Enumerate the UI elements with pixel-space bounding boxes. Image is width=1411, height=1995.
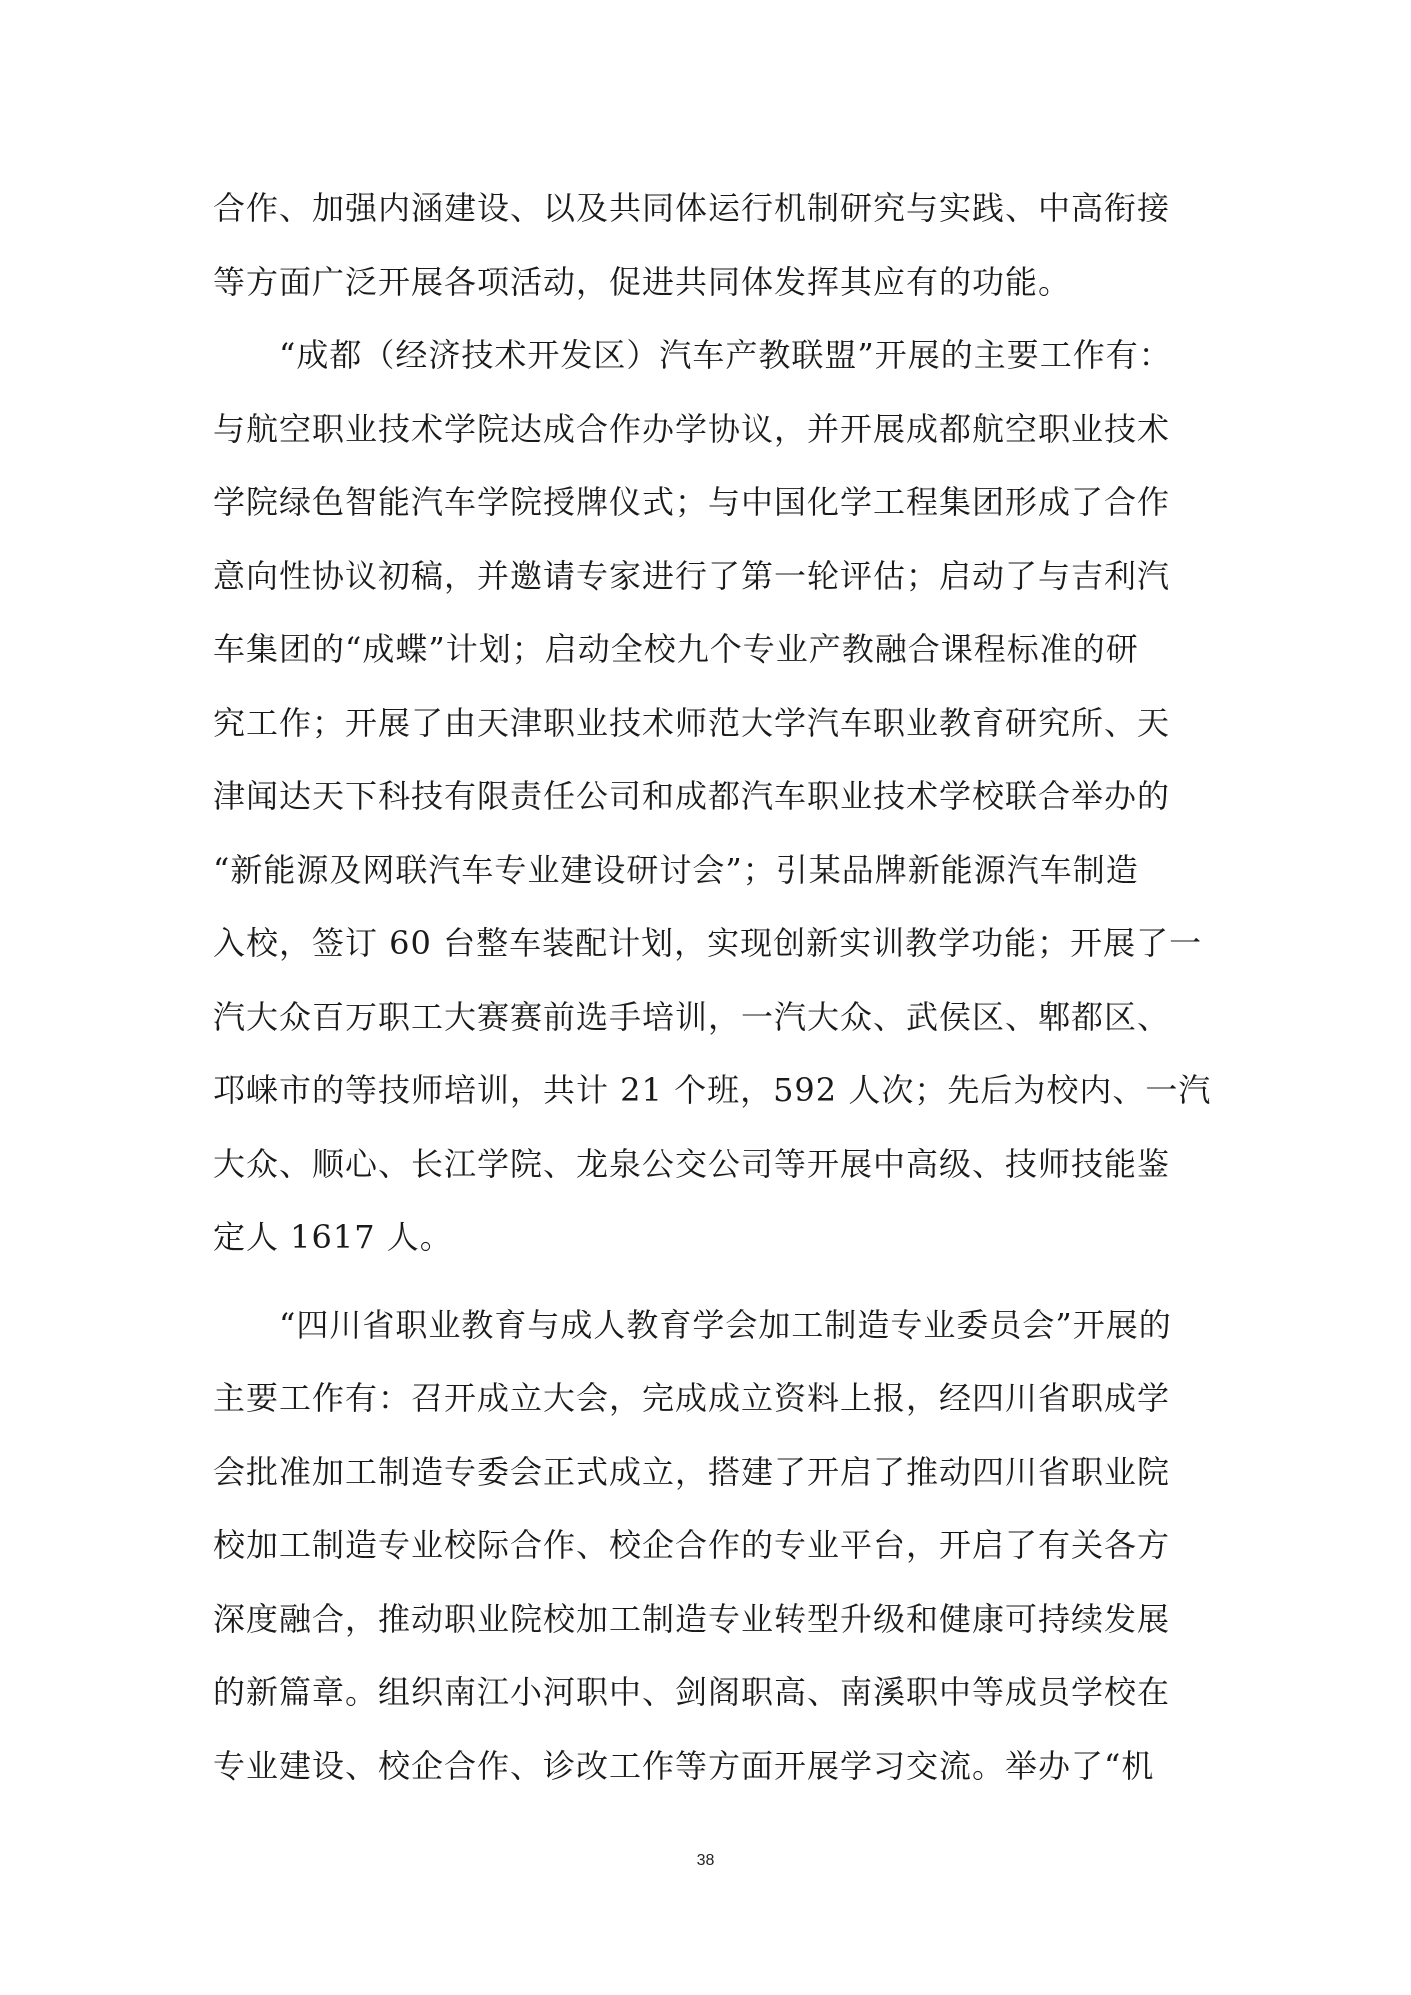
text-line: 汽大众百万职工大赛赛前选手培训，一汽大众、武侯区、郫都区、: [213, 997, 1171, 1036]
text-line: “新能源及网联汽车专业建设研讨会”；引某品牌新能源汽车制造: [213, 850, 1139, 889]
paragraph-auto-alliance: [213, 319, 1212, 1275]
paragraph-continuation: [213, 172, 1203, 319]
text-line: “四川省职业教育与成人教育学会加工制造专业委员会”开展的: [279, 1305, 1172, 1344]
text-line: 主要工作有：召开成立大会，完成成立资料上报，经四川省职成学: [213, 1379, 1171, 1417]
text-line: 学院绿色智能汽车学院授牌仪式；与中国化学工程集团形成了合作: [213, 483, 1171, 521]
text-line: 大众、顺心、长江学院、龙泉公交公司等开展中高级、技师技能鉴: [213, 1144, 1171, 1183]
text-line: 的新篇章。组织南江小河职中、剑阁职高、南溪职中等成员学校在: [213, 1673, 1171, 1711]
text-line: 津闻达天下科技有限责任公司和成都汽车职业技术学校联合举办的: [213, 777, 1171, 815]
text-line: 究工作；开展了由天津职业技术师范大学汽车职业教育研究所、天: [213, 703, 1171, 742]
text-line: 等方面广泛开展各项活动，促进共同体发挥其应有的功能。: [213, 262, 1072, 301]
paragraph-gap: [213, 1275, 1203, 1289]
body-text: [213, 172, 1212, 1803]
paragraph-manufacturing-committee: [213, 1289, 1203, 1804]
text-line: 车集团的“成蝶”计划；启动全校九个专业产教融合课程标准的研: [213, 630, 1139, 668]
text-line: 合作、加强内涵建设、以及共同体运行机制研究与实践、中高衔接: [213, 189, 1171, 227]
page-number: 38: [696, 1852, 715, 1869]
text-line: 意向性协议初稿，并邀请专家进行了第一轮评估；启动了与吉利汽: [213, 556, 1171, 595]
text-line: 专业建设、校企合作、诊改工作等方面开展学习交流。举办了“机: [213, 1746, 1155, 1785]
text-line: 会批准加工制造专委会正式成立，搭建了开启了推动四川省职业院: [213, 1452, 1171, 1491]
text-line: 入校，签订 60 台整车装配计划，实现创新实训教学功能；开展了一: [213, 924, 1203, 962]
text-line: 邛崃市的等技师培训，共计 21 个班，592 人次；先后为校内、一汽: [213, 1071, 1212, 1109]
text-line: 与航空职业技术学院达成合作办学协议，并开展成都航空职业技术: [213, 409, 1171, 448]
text-line: 定人 1617 人。: [213, 1218, 453, 1256]
text-line: 校加工制造专业校际合作、校企合作的专业平台，开启了有关各方: [213, 1526, 1171, 1564]
text-line: 深度融合，推动职业院校加工制造专业转型升级和健康可持续发展: [213, 1599, 1171, 1638]
text-line: “成都（经济技术开发区）汽车产教联盟”开展的主要工作有：: [279, 336, 1172, 374]
